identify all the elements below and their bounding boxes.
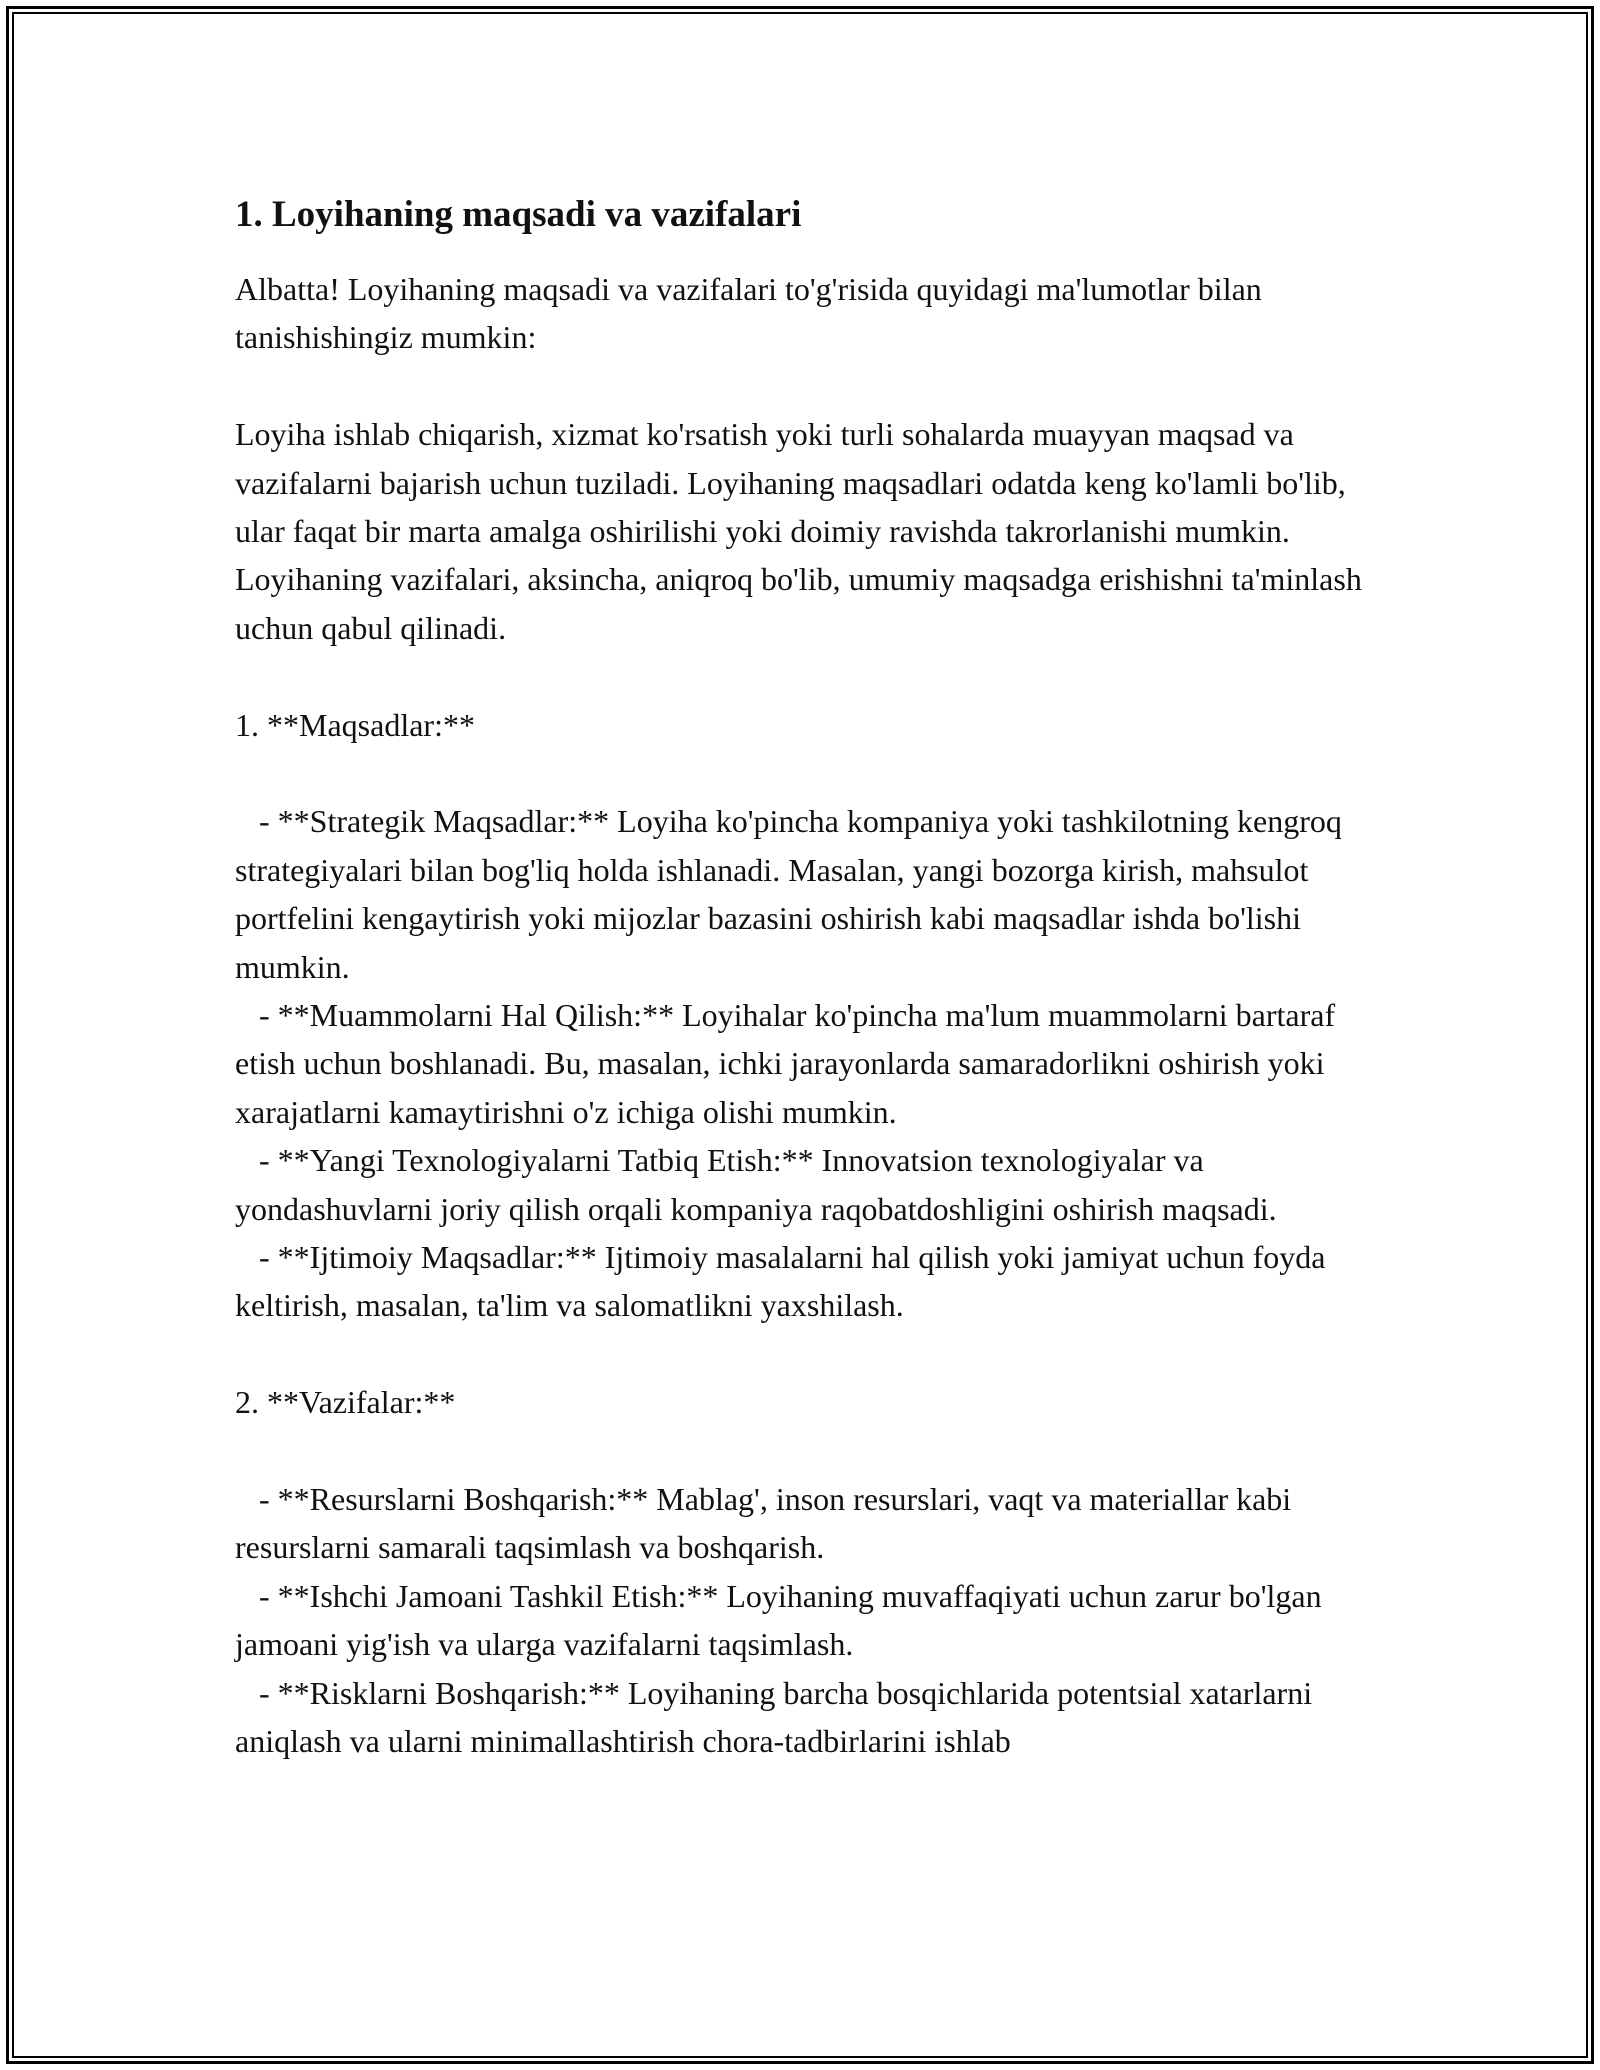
task-item-resources: - **Resurslarni Boshqarish:** Mablag', inson resurslari, vaqt va materiallar kabi resurslarni samarali taqsimlash va boshqarish.: [235, 1481, 1300, 1566]
intro-paragraph: Albatta! Loyihaning maqsadi va vazifalari to'g'risida quyidagi ma'lumotlar bilan tanishishingiz mumkin:: [235, 271, 1270, 356]
goal-item-problem-solving: - **Muammolarni Hal Qilish:** Loyihalar ko'pincha ma'lum muammolarni bartaraf etish uchun boshlanadi. Bu, masalan, ichki jarayonlarda samaradorlikni oshirish yoki xarajatlarni kamaytirishni o'z ichiga olishi mumkin.: [235, 997, 1344, 1130]
list-heading-tasks: 2. **Vazifalar:**: [235, 1384, 456, 1421]
paragraph-gap: [235, 1330, 1375, 1378]
goal-item-strategic: - **Strategik Maqsadlar:** Loyiha ko'pincha kompaniya yoki tashkilotning kengroq strategiyalari bilan bog'liq holda ishlanadi. Masalan, yangi bozorga kirish, mahsulot portfelini kengaytirish yoki mijozlar bazasini oshirish kabi maqsadlar ishda bo'lishi mumkin.: [235, 803, 1350, 985]
description-paragraph: Loyiha ishlab chiqarish, xizmat ko'rsatish yoki turli sohalarda muayyan maqsad va vazifalarni bajarish uchun tuziladi. Loyihaning maqsadlari odatda keng ko'lamli bo'lib, ular faqat bir marta amalga oshirilishi yoki doimiy ravishda takrorlanishi mumkin. Loyihaning vazifalari, aksincha, aniqroq bo'lib, umumiy maqsadga erishishni ta'minlash uchun qabul qilinadi.: [235, 416, 1370, 646]
paragraph-gap: [235, 652, 1375, 700]
section-heading: 1. Loyihaning maqsadi va vazifalari: [235, 194, 802, 235]
document-body: [235, 185, 1375, 1766]
task-item-risks: - **Risklarni Boshqarish:** Loyihaning barcha bosqichlarida potentsial xatarlarni aniqlash va ularni minimallashtirish chora-tadbirlarini ishlab: [235, 1674, 1321, 1760]
paragraph-gap: [235, 362, 1375, 410]
list-heading-goals: 1. **Maqsadlar:**: [235, 706, 475, 743]
goal-item-new-technologies: - **Yangi Texnologiyalarni Tatbiq Etish:** Innovatsion texnologiyalar va yondashuvlarni joriy qilish orqali kompaniya raqobatdoshligini oshirish maqsadi.: [235, 1142, 1277, 1227]
paragraph-gap: [235, 1427, 1375, 1475]
goal-item-social: - **Ijtimoiy Maqsadlar:** Ijtimoiy masalalarni hal qilish yoki jamiyat uchun foyda keltirish, masalan, ta'lim va salomatlikni yaxshilash.: [235, 1239, 1334, 1324]
paragraph-gap: [235, 749, 1375, 797]
task-item-team: - **Ishchi Jamoani Tashkil Etish:** Loyihaning muvaffaqiyati uchun zarur bo'lgan jamoani yig'ish va ularga vazifalarni taqsimlash.: [235, 1577, 1330, 1663]
